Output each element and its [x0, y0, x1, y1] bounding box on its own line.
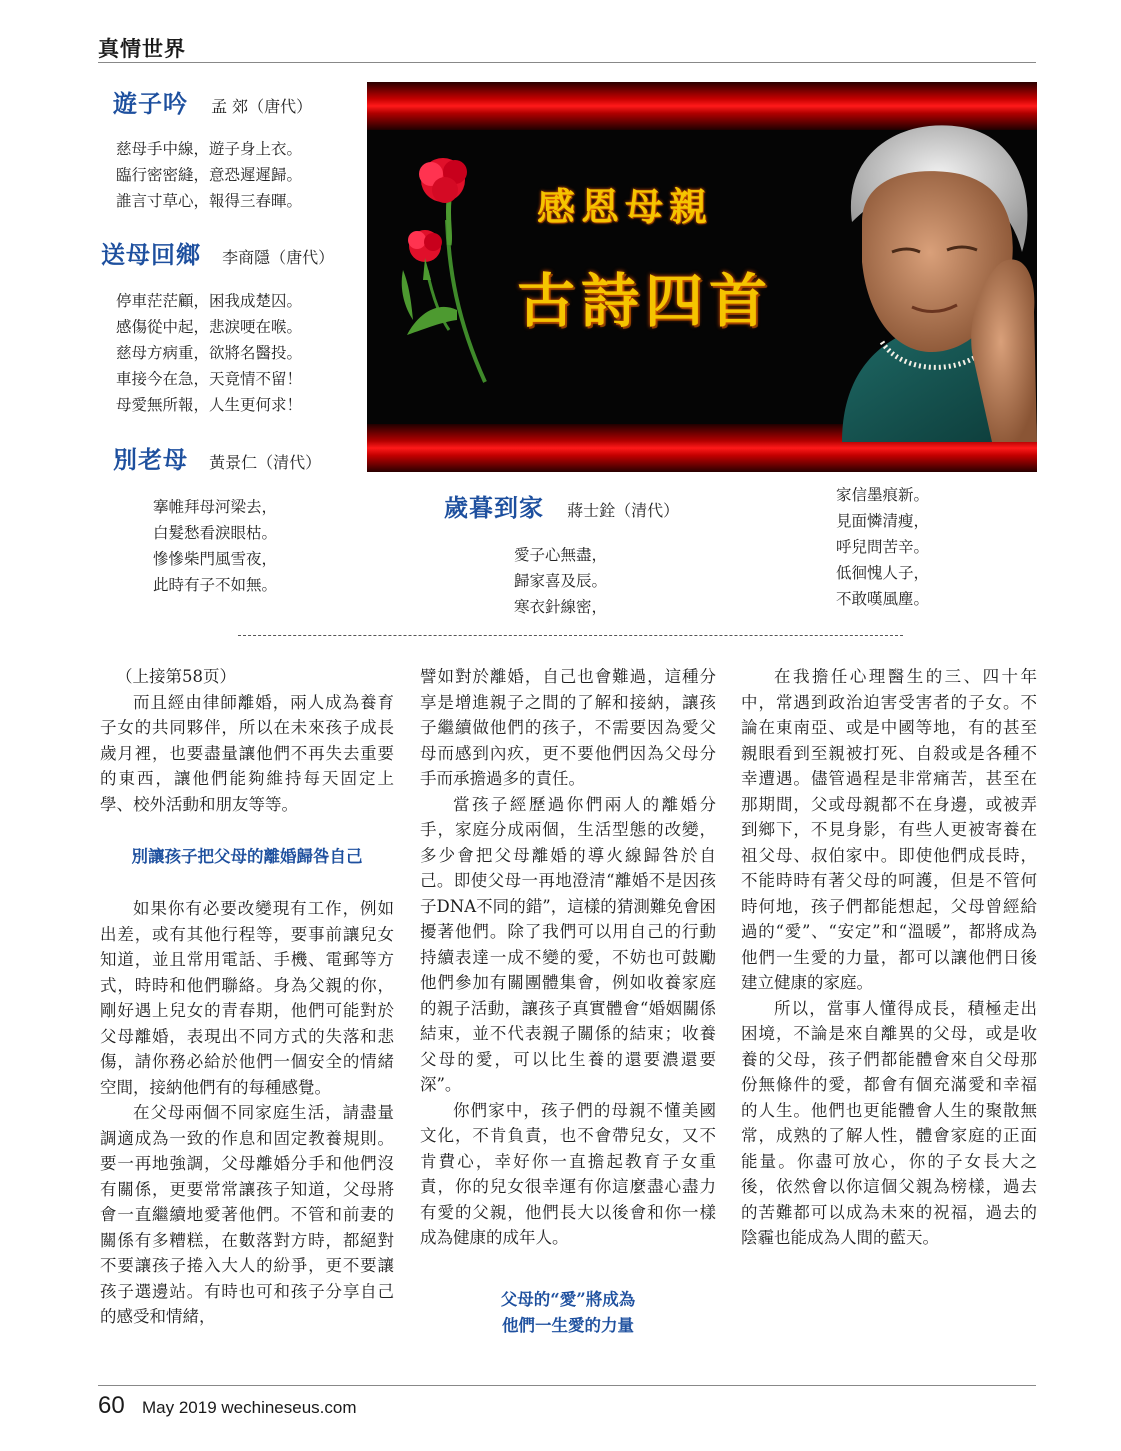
poem-1-heading	[113, 84, 312, 119]
poem-line: 低徊愧人子，	[836, 564, 930, 582]
paragraph: 你們家中，孩子們的母親不懂美國文化，不肯負責，也不會帶兒女，又不肯費心，幸好你一直擔起教育子女重責，你的兒女很幸運有你這麼盡心盡力有愛的父親，他們長大以後會和你一樣成為健康的成年人。	[420, 1100, 716, 1247]
poem-line: 臨行密密縫，意恐遲遲歸。	[116, 166, 303, 184]
subheading: 父母的“愛”將成為	[500, 1289, 636, 1309]
poem-line: 呼兒問苦辛。	[836, 538, 930, 556]
subheading: 他們一生愛的力量	[502, 1315, 634, 1335]
poem-2-title: 送母回鄉	[101, 240, 201, 269]
poem-line: 車接今在急，天竟情不留！	[116, 370, 303, 388]
poem-4-lines-right	[836, 482, 929, 612]
poem-line: 不敢嘆風塵。	[836, 590, 930, 608]
poem-line: 家信墨痕新。	[836, 486, 930, 504]
article-column-1	[100, 664, 394, 1330]
mother-portrait	[822, 112, 1037, 442]
poem-2-author: 李商隱（唐代）	[222, 248, 335, 267]
subheading: 別讓孩子把父母的離婚歸咎自己	[131, 847, 363, 866]
footer-publication: May 2019 wechineseus.com	[142, 1398, 357, 1417]
paragraph: 所以，當事人懂得成長，積極走出困境，不論是來自離異的父母，或是收養的父母，孩子們都能體會來自父母那份無條件的愛，都會有個充滿愛和幸福的人生。他們也更能體會人生的聚散無常，成熟的了解人性，體會家庭的正面能量。你盡可放心，你的子女長大之後，依然會以你這個父親為榜樣，過去的苦難都可以成為未來的祝福，過去的陰霾也能成為人間的藍天。	[741, 998, 1037, 1247]
poem-4-author: 蔣士銓（清代）	[567, 501, 680, 520]
poem-line: 歸家喜及辰。	[514, 572, 608, 590]
poem-2-lines	[116, 288, 302, 418]
paragraph: 在父母兩個不同家庭生活，請盡量調適成為一致的作息和固定教養規則。要一再地強調，父母離婚分手和他們沒有關係，更要常常讓孩子知道，父母將會一直繼續地愛著他們。不管和前妻的關係有多糟糕，在數落對方時，都絕對不要讓孩子捲入大人的紛爭，更不要讓孩子選邊站。有時也可和孩子分享自己的感受和情緒，	[100, 1103, 394, 1326]
poem-3-lines	[153, 494, 277, 598]
poem-4-heading	[444, 488, 679, 523]
section-title: 真情世界	[98, 36, 186, 61]
paragraph: 譬如對於離婚，自己也會難過，這種分享是增進親子之間的了解和接納，讓孩子繼續做他們的孩子，不需要因為愛父母而感到內疚，更不要他們因為父母分手而承擔過多的責任。	[420, 667, 716, 788]
section-divider	[238, 635, 903, 636]
poem-line: 搴帷拜母河梁去，	[153, 498, 278, 516]
banner-image	[367, 82, 1037, 472]
poem-line: 見面憐清瘦，	[836, 512, 930, 530]
poem-line: 停車茫茫顧，困我成楚囚。	[116, 292, 303, 310]
poem-line: 慈母手中線，遊子身上衣。	[116, 140, 303, 158]
paragraph: 在我擔任心理醫生的三、四十年中，常遇到政治迫害受害者的子女。不論在東南亞、或是中國等地，有的甚至親眼看到至親被打死、自殺或是各種不幸遭遇。儘管過程是非常痛苦，甚至在那期間，父或母親都不在身邊，或被弄到鄉下，不見身影，有些人更被寄養在祖父母、叔伯家中。即使他們成長時，不能時時有著父母的呵護，但是不管何時何地，孩子們都能想起，父母曾經給過的“愛”、“安定”和“溫暖”，都將成為他們一生愛的力量，都可以讓他們日後建立健康的家庭。	[741, 667, 1037, 992]
poem-1-lines	[116, 136, 302, 214]
page-number: 60	[98, 1392, 125, 1419]
poem-3-author: 黃景仁（清代）	[209, 453, 322, 472]
poem-line: 慘慘柴門風雪夜，	[153, 550, 278, 568]
paragraph: 如果你有必要改變現有工作，例如出差，或有其他行程等，要事前讓兒女知道，並且常用電話、手機、電郵等方式，時時和他們聯絡。身為父親的你，剛好遇上兒女的青春期，他們可能對於父母離婚，表現出不同方式的失落和悲傷，請你務必給於他們一個安全的情緒空間，接納他們有的每種感覺。	[100, 899, 394, 1097]
header-rule	[98, 62, 1036, 63]
banner-title: 古詩四首	[517, 267, 774, 335]
poem-3-heading	[113, 440, 321, 475]
article-column-2	[420, 664, 716, 1339]
paragraph: 當孩子經歷過你們兩人的離婚分手，家庭分成兩個，生活型態的改變，多少會把父母離婚的導火線歸咎於自己。即使父母一再地澄清“離婚不是因孩子DNA不同的錯”，這樣的猜測難免會困擾著他們。除了我們可以用自己的行動持續表達一成不變的愛，不妨也可鼓勵他們參加有關團體集會，例如收養家庭的親子活動，讓孩子真實體會“婚姻關係結束，並不代表親子關係的結束；收養父母的愛，可以比生養的還要濃還要深”。	[420, 794, 716, 1094]
poem-line: 此時有子不如無。	[153, 576, 278, 594]
banner-subtitle: 感恩母親	[537, 184, 714, 229]
poem-4-lines-left	[514, 542, 607, 620]
poem-line: 寒衣針線密，	[514, 598, 608, 616]
poem-line: 白髮愁看淚眼枯。	[153, 524, 278, 542]
poem-2-heading	[101, 235, 334, 270]
poem-1-author: 孟 郊（唐代）	[211, 97, 313, 116]
poem-line: 愛子心無盡，	[514, 546, 608, 564]
poem-3-title: 別老母	[113, 445, 188, 474]
continued-note: （上接第58页）	[116, 667, 236, 686]
poem-line: 感傷從中起，悲淚哽在喉。	[116, 318, 303, 336]
poem-line: 母愛無所報，人生更何求！	[116, 396, 303, 414]
poem-4-title: 歲暮到家	[444, 493, 544, 522]
paragraph: 而且經由律師離婚，兩人成為養育子女的共同夥伴，所以在未來孩子成長歲月裡，也要盡量讓他們不再失去重要的東西，讓他們能夠維持每天固定上學、校外活動和朋友等等。	[100, 692, 394, 814]
poem-1-title: 遊子吟	[113, 89, 188, 118]
footer-rule	[98, 1385, 1036, 1386]
article-column-3	[741, 664, 1037, 1251]
poem-line: 誰言寸草心，報得三春暉。	[116, 192, 303, 210]
carnation-illustration	[387, 150, 497, 390]
poem-line: 慈母方病重，欲將名醫投。	[116, 344, 303, 362]
